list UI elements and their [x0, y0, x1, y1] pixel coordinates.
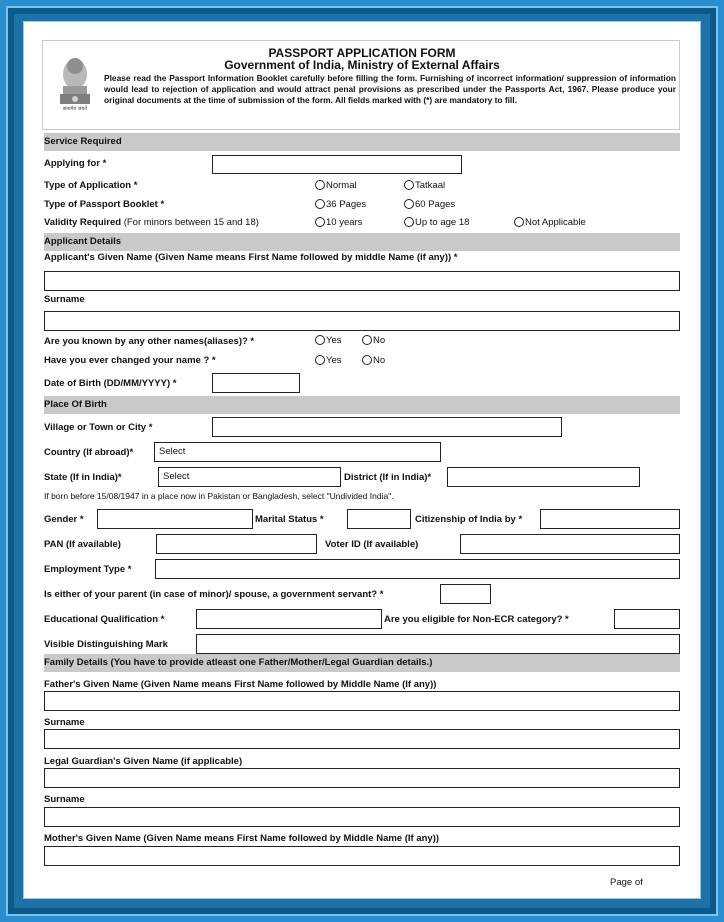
- label-employment: Employment Type *: [44, 564, 132, 575]
- radio-up-to-18[interactable]: Up to age 18: [404, 217, 469, 228]
- label-guardian-name: Legal Guardian's Given Name (if applicable): [44, 756, 243, 767]
- label-given-name: Applicant's Given Name (Given Name means First Name followed by middle Name (if any)) *: [44, 252, 458, 263]
- label-mother-name: Mother's Given Name (Given Name means First Name followed by Middle Name (If any)): [44, 833, 440, 844]
- section-service-required: Service Required: [44, 133, 680, 151]
- radio-circle-icon: [362, 335, 372, 345]
- education-input[interactable]: [196, 609, 382, 629]
- label-citizenship: Citizenship of India by *: [415, 514, 523, 525]
- district-input[interactable]: [447, 467, 640, 487]
- label-booklet-type: Type of Passport Booklet *: [44, 199, 165, 210]
- non-ecr-input[interactable]: [614, 609, 680, 629]
- guardian-surname-input[interactable]: [44, 807, 680, 827]
- dob-input[interactable]: [212, 373, 300, 393]
- birth-note: If born before 15/08/1947 in a place now in Pakistan or Bangladesh, select "Undivided India".: [44, 491, 394, 501]
- pan-input[interactable]: [156, 534, 317, 554]
- label-changed-name: Have you ever changed your name ? *: [44, 355, 216, 366]
- guardian-name-input[interactable]: [44, 768, 680, 788]
- section-family-details: Family Details (You have to provide atleast one Father/Mother/Legal Guardian details.): [44, 654, 680, 672]
- surname-input[interactable]: [44, 311, 680, 331]
- village-input[interactable]: [212, 417, 562, 437]
- mother-name-input[interactable]: [44, 846, 680, 866]
- label-validity: Validity Required (For minors between 15 and 18): [44, 217, 259, 228]
- father-surname-input[interactable]: [44, 729, 680, 749]
- label-type-of-application: Type of Application *: [44, 180, 138, 191]
- label-distinguishing-mark: Visible Distinguishing Mark: [44, 639, 168, 650]
- instructions-text: Please read the Passport Information Booklet carefully before filling the form. Furnishing of incorrect information/ suppression of information would lead to rejection of application and would attract penal provisions as prescribed under the Passports Act, 1967. Please produce your original documents at the time of submission of the form. All fields marked with (*) are mandatory to fill.: [104, 73, 676, 106]
- radio-aliases-no[interactable]: No: [362, 335, 385, 346]
- distinguishing-mark-input[interactable]: [196, 634, 680, 654]
- radio-tatkaal[interactable]: Tatkaal: [404, 180, 445, 191]
- radio-circle-icon: [404, 180, 414, 190]
- employment-input[interactable]: [155, 559, 680, 579]
- radio-normal[interactable]: Normal: [315, 180, 357, 191]
- state-select[interactable]: Select: [158, 467, 341, 487]
- radio-60-pages[interactable]: 60 Pages: [404, 199, 455, 210]
- radio-circle-icon: [514, 217, 524, 227]
- label-applying-for: Applying for *: [44, 158, 107, 169]
- radio-circle-icon: [315, 217, 325, 227]
- label-country: Country (If abroad)*: [44, 447, 134, 458]
- label-guardian-surname: Surname: [44, 794, 85, 805]
- applying-for-input[interactable]: [212, 155, 462, 174]
- label-state: State (If in India)*: [44, 472, 122, 483]
- marital-status-input[interactable]: [347, 509, 411, 529]
- label-surname: Surname: [44, 294, 85, 305]
- radio-circle-icon: [362, 355, 372, 365]
- radio-circle-icon: [315, 199, 325, 209]
- emblem-caption: सत्यमेव जयते: [62, 106, 88, 112]
- radio-circle-icon: [315, 180, 325, 190]
- father-name-input[interactable]: [44, 691, 680, 711]
- radio-10-years[interactable]: 10 years: [315, 217, 362, 228]
- label-gender: Gender *: [44, 514, 84, 525]
- radio-36-pages[interactable]: 36 Pages: [315, 199, 366, 210]
- label-non-ecr: Are you eligible for Non-ECR category? *: [384, 614, 569, 625]
- page-number: Page of: [610, 877, 643, 888]
- gender-input[interactable]: [97, 509, 253, 529]
- govt-servant-input[interactable]: [440, 584, 491, 604]
- label-govt-servant: Is either of your parent (in case of minor)/ spouse, a government servant? *: [44, 589, 384, 600]
- radio-changed-yes[interactable]: Yes: [315, 355, 342, 366]
- label-voter-id: Voter ID (If available): [325, 539, 419, 550]
- label-marital-status: Marital Status *: [255, 514, 324, 525]
- radio-circle-icon: [404, 217, 414, 227]
- form-page: [24, 22, 700, 898]
- citizenship-input[interactable]: [540, 509, 680, 529]
- form-title: PASSPORT APPLICATION FORM: [268, 46, 456, 60]
- radio-changed-no[interactable]: No: [362, 355, 385, 366]
- radio-circle-icon: [315, 335, 325, 345]
- country-select[interactable]: Select: [154, 442, 441, 462]
- radio-circle-icon: [404, 199, 414, 209]
- label-pan: PAN (If available): [44, 539, 121, 550]
- form-subtitle: Government of India, Ministry of External Affairs: [224, 58, 500, 72]
- section-applicant-details: Applicant Details: [44, 233, 680, 251]
- label-education: Educational Qualification *: [44, 614, 165, 625]
- radio-not-applicable[interactable]: Not Applicable: [514, 217, 586, 228]
- label-father-name: Father's Given Name (Given Name means First Name followed by Middle Name (If any)): [44, 679, 437, 690]
- radio-circle-icon: [315, 355, 325, 365]
- label-village: Village or Town or City *: [44, 422, 153, 433]
- voter-id-input[interactable]: [460, 534, 680, 554]
- label-father-surname: Surname: [44, 717, 85, 728]
- label-dob: Date of Birth (DD/MM/YYYY) *: [44, 378, 177, 389]
- radio-aliases-yes[interactable]: Yes: [315, 335, 342, 346]
- section-place-of-birth: Place Of Birth: [44, 396, 680, 414]
- label-aliases: Are you known by any other names(aliases)? *: [44, 336, 255, 347]
- label-district: District (If in India)*: [344, 472, 432, 483]
- given-name-input[interactable]: [44, 271, 680, 291]
